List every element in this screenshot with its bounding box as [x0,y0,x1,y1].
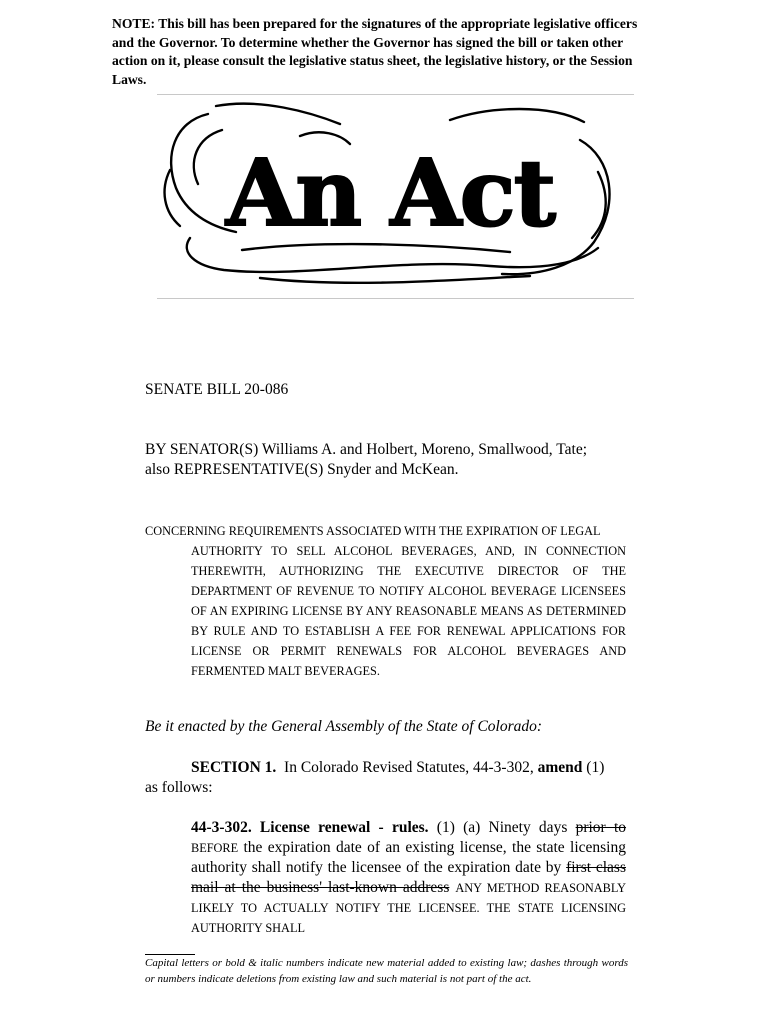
amend-keyword: amend [537,759,583,776]
bottom-divider [157,298,634,299]
sponsors [145,440,625,480]
bill-title-first-line: CONCERNING REQUIREMENTS ASSOCIATED WITH THE EXPIRATION OF LEGAL [145,524,601,538]
section-text-cont: as follows: [145,779,213,796]
footnote: Capital letters or bold & italic numbers indicate new material added to existing law; dashes through words or numbers indicate deletions from existing law and such material is not part of the act. [145,957,628,985]
deleted-text-2: first class mail at the business' last-known address [191,859,626,896]
statute-text-2: the expiration date of an existing license, the state licensing authority shall notify the licensee of the expiration date by [191,839,626,876]
bill-number: SENATE BILL 20-086 [145,381,289,398]
house-sponsors: also REPRESENTATIVE(S) Snyder and McKean. [145,461,459,478]
section-label: SECTION 1. [191,759,277,776]
an-act-seal [150,100,630,295]
bill-title [145,521,626,681]
bill-title-rest: AUTHORITY TO SELL ALCOHOL BEVERAGES, AND, IN CONNECTION THEREWITH, AUTHORIZING THE EXECUTIVE DIRECTOR OF THE DEPARTMENT OF REVENUE TO NOTIFY ALCOHOL BEVERAGE LICENSEES OF AN EXPIRING LICENSE BY ANY REASONABLE MEANS AS DETERMINED BY RULE AND TO ESTABLISH A FEE FOR RENEWAL APPLICATIONS FOR LICENSE OR PERMIT RENEWALS FOR ALCOHOL BEVERAGES AND FERMENTED MALT BEVERAGES. [191,544,626,678]
statute-heading: 44-3-302. License renewal - rules. [191,819,429,836]
section-1 [145,758,626,798]
inserted-text-1: BEFORE [191,841,239,855]
footnote-divider [145,954,195,955]
deleted-text-1: prior to [575,819,627,836]
statute-text [145,818,626,938]
an-act-lettering: An Act [225,139,555,247]
senate-sponsors: BY SENATOR(S) Williams A. and Holbert, Moreno, Smallwood, Tate; [145,441,588,458]
legislative-note: NOTE: This bill has been prepared for the signatures of the appropriate legislative officers and the Governor. To determine whether the Governor has signed the bill or taken other action on it, please consult the legislative status sheet, the legislative history, or the Session Laws. [112,16,638,87]
enacting-clause: Be it enacted by the General Assembly of the State of Colorado: [145,718,543,735]
subsection-ref: (1) [586,759,605,776]
statute-text-1: (1) (a) Ninety days [436,819,568,836]
section-text: In Colorado Revised Statutes, 44-3-302, [284,759,534,776]
top-divider [157,94,634,95]
inserted-text-2: ANY METHOD REASONABLY LIKELY TO ACTUALLY NOTIFY THE LICENSEE. THE STATE LICENSING AUTHORITY SHALL [191,881,626,935]
